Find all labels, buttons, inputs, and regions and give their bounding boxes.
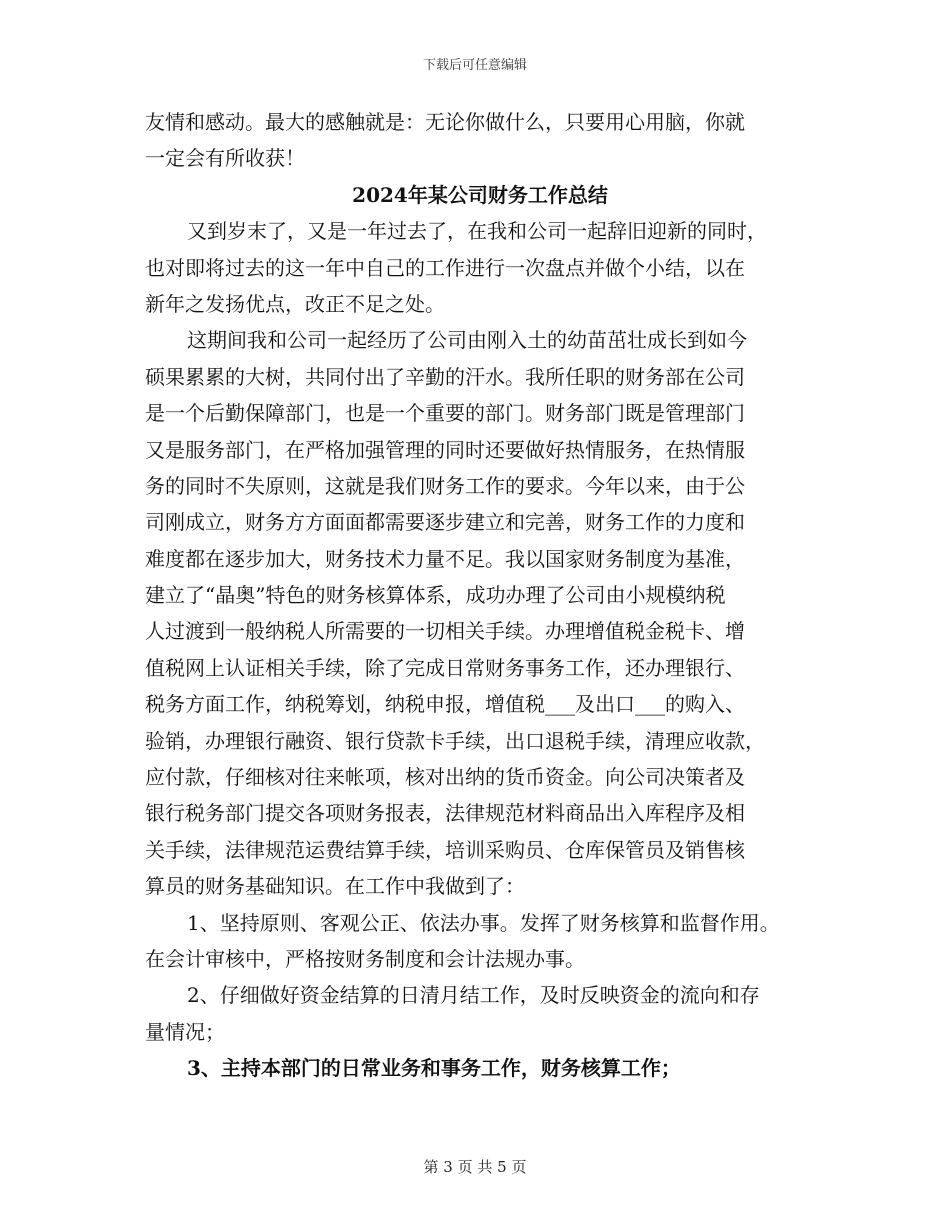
text-line: 友情和感动。最大的感触就是：无论你做什么，只要用心用脑，你就 bbox=[145, 110, 745, 134]
text-line: 司刚成立，财务方方面面都需要逐步建立和完善，财务工作的力度和 bbox=[145, 510, 745, 535]
document-title: 2024年某公司财务工作总结 bbox=[352, 182, 608, 207]
text-line: 关手续，法律规范运费结算手续，培训采购员、仓库保管员及销售核 bbox=[145, 837, 745, 862]
text-line: 算员的财务基础知识。在工作中我做到了： bbox=[145, 874, 525, 899]
text-line: 应付款，仔细核对往来帐项，核对出纳的货币资金。向公司决策者及 bbox=[145, 765, 745, 790]
text-line: 量情况； bbox=[145, 1019, 225, 1044]
text-line: 也对即将过去的这一年中自己的工作进行一次盘点并做个小结，以在 bbox=[145, 255, 745, 280]
text-line: 建立了“晶奥”特色的财务核算体系，成功办理了公司由小规模纳税 bbox=[145, 583, 726, 608]
text-line: 银行税务部门提交各项财务报表，法律规范材料商品出入库程序及相 bbox=[145, 801, 745, 826]
text-line: 是一个后勤保障部门，也是一个重要的部门。财务部门既是管理部门 bbox=[145, 401, 745, 426]
list-item-line-bold: 3、主持本部门的日常业务和事务工作，财务核算工作； bbox=[187, 1056, 681, 1081]
text-line: 验销，办理银行融资、银行贷款卡手续，出口退税手续，清理应收款， bbox=[145, 728, 765, 753]
text-line: 一定会有所收获！ bbox=[145, 146, 305, 171]
page-number: 第 3 页 共 5 页 bbox=[423, 1158, 527, 1176]
paragraph-start-line: 又到岁末了，又是一年过去了，在我和公司一起辞旧迎新的同时， bbox=[187, 219, 767, 244]
text-line: 难度都在逐步加大，财务技术力量不足。我以国家财务制度为基准， bbox=[145, 546, 745, 571]
text-line: 务的同时不失原则，这就是我们财务工作的要求。今年以来，由于公 bbox=[145, 473, 745, 498]
list-item-line: 2、仔细做好资金结算的日清月结工作，及时反映资金的流向和存 bbox=[187, 983, 760, 1008]
text-line: 税务方面工作，纳税筹划，纳税申报，增值税___及出口___的购入、 bbox=[145, 692, 745, 717]
header-note: 下载后可任意编辑 bbox=[422, 58, 527, 73]
text-line: 新年之发扬优点，改正不足之处。 bbox=[145, 291, 445, 316]
list-item-line: 1、坚持原则、客观公正、依法办事。发挥了财务核算和监督作用。 bbox=[187, 910, 780, 935]
text-line: 在会计审核中，严格按财务制度和会计法规办事。 bbox=[145, 946, 585, 971]
text-line: 人过渡到一般纳税人所需要的一切相关手续。办理增值税金税卡、增 bbox=[145, 619, 745, 644]
paragraph-start-line: 这期间我和公司一起经历了公司由刚入土的幼苗茁壮成长到如今 bbox=[187, 328, 747, 353]
text-line: 又是服务部门，在严格加强管理的同时还要做好热情服务，在热情服 bbox=[145, 437, 745, 462]
text-line: 值税网上认证相关手续，除了完成日常财务事务工作，还办理银行、 bbox=[145, 655, 745, 680]
document-body bbox=[145, 104, 815, 1087]
text-line: 硕果累累的大树，共同付出了辛勤的汗水。我所任职的财务部在公司 bbox=[145, 364, 745, 389]
